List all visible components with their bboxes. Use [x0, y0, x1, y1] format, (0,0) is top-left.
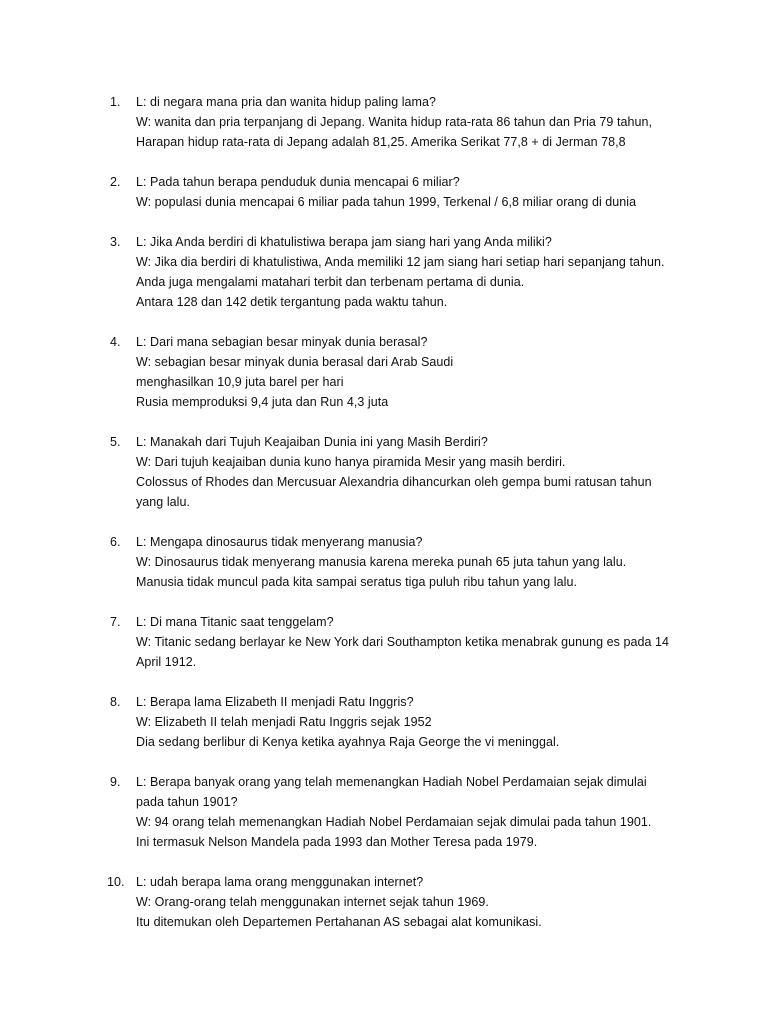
question-line: L: Berapa banyak orang yang telah memenangkan Hadiah Nobel Perdamaian sejak dimulai pada tahun 1901?	[136, 775, 647, 809]
question-line: L: di negara mana pria dan wanita hidup paling lama?	[136, 95, 437, 109]
item-number: 10.	[107, 875, 125, 889]
answer-line: Colossus of Rhodes dan Mercusuar Alexandria dihancurkan oleh gempa bumi ratusan tahun yang lalu.	[136, 475, 652, 509]
answer-line: W: Titanic sedang berlayar ke New York dari Southampton ketika menabrak gunung es pada 14 April 1912.	[136, 635, 670, 669]
item-number: 5.	[110, 435, 121, 449]
answer-line: Dia sedang berlibur di Kenya ketika ayahnya Raja George the vi meninggal.	[136, 735, 560, 749]
question-line: L: Manakah dari Tujuh Keajaiban Dunia ini yang Masih Berdiri?	[136, 435, 488, 449]
answer-line: Harapan hidup rata-rata di Jepang adalah 81,25. Amerika Serikat 77,8 + di Jerman 78,8	[136, 135, 626, 149]
item-number: 1.	[110, 95, 121, 109]
qa-item-3	[0, 232, 768, 312]
question-line: L: Dari mana sebagian besar minyak dunia berasal?	[136, 335, 428, 349]
qa-list	[0, 92, 768, 952]
item-number: 2.	[110, 175, 121, 189]
qa-item-10	[0, 872, 768, 932]
answer-line: menghasilkan 10,9 juta barel per hari	[136, 375, 344, 389]
question-line: L: Di mana Titanic saat tenggelam?	[136, 615, 334, 629]
question-line: L: Jika Anda berdiri di khatulistiwa berapa jam siang hari yang Anda miliki?	[136, 235, 552, 249]
question-line: L: Pada tahun berapa penduduk dunia mencapai 6 miliar?	[136, 175, 460, 189]
question-line: L: udah berapa lama orang menggunakan internet?	[136, 875, 424, 889]
qa-item-4	[0, 332, 768, 412]
answer-line: Ini termasuk Nelson Mandela pada 1993 dan Mother Teresa pada 1979.	[136, 835, 538, 849]
answer-line: W: Orang-orang telah menggunakan internet sejak tahun 1969.	[136, 895, 489, 909]
qa-item-5	[0, 432, 768, 512]
item-number: 8.	[110, 695, 121, 709]
item-number: 7.	[110, 615, 121, 629]
question-line: L: Berapa lama Elizabeth II menjadi Ratu Inggris?	[136, 695, 414, 709]
answer-line: W: sebagian besar minyak dunia berasal dari Arab Saudi	[136, 355, 454, 369]
qa-item-2	[0, 172, 768, 212]
item-number: 9.	[110, 775, 121, 789]
answer-line: W: Elizabeth II telah menjadi Ratu Inggris sejak 1952	[136, 715, 432, 729]
answer-line: W: Jika dia berdiri di khatulistiwa, Anda memiliki 12 jam siang hari setiap hari sepanjang tahun.	[136, 255, 665, 269]
item-number: 3.	[110, 235, 121, 249]
item-number: 4.	[110, 335, 121, 349]
answer-line: W: Dari tujuh keajaiban dunia kuno hanya piramida Mesir yang masih berdiri.	[136, 455, 566, 469]
answer-line: W: Dinosaurus tidak menyerang manusia karena mereka punah 65 juta tahun yang lalu.	[136, 555, 627, 569]
qa-item-8	[0, 692, 768, 752]
qa-item-7	[0, 612, 768, 672]
question-line: L: Mengapa dinosaurus tidak menyerang manusia?	[136, 535, 423, 549]
item-number: 6.	[110, 535, 121, 549]
answer-line: W: populasi dunia mencapai 6 miliar pada tahun 1999, Terkenal / 6,8 miliar orang di dunia	[136, 195, 637, 209]
qa-item-1	[0, 92, 768, 152]
answer-line: W: wanita dan pria terpanjang di Jepang. Wanita hidup rata-rata 86 tahun dan Pria 79 tahun,	[136, 115, 652, 129]
answer-line: Manusia tidak muncul pada kita sampai seratus tiga puluh ribu tahun yang lalu.	[136, 575, 577, 589]
answer-line: Itu ditemukan oleh Departemen Pertahanan AS sebagai alat komunikasi.	[136, 915, 542, 929]
answer-line: Rusia memproduksi 9,4 juta dan Run 4,3 juta	[136, 395, 389, 409]
answer-line: Antara 128 dan 142 detik tergantung pada waktu tahun.	[136, 295, 448, 309]
answer-line: W: 94 orang telah memenangkan Hadiah Nobel Perdamaian sejak dimulai pada tahun 1901.	[136, 815, 652, 829]
qa-item-9	[0, 772, 768, 852]
qa-item-6	[0, 532, 768, 592]
answer-line: Anda juga mengalami matahari terbit dan terbenam pertama di dunia.	[136, 275, 525, 289]
